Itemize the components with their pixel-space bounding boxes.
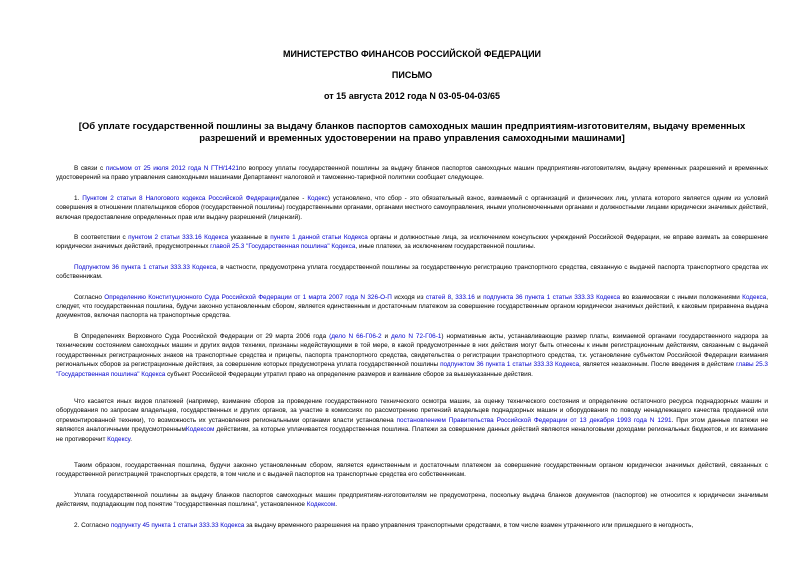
paragraph (56, 397, 768, 444)
document-link[interactable]: Кодекс (307, 194, 328, 202)
doc-type-heading: ПИСЬМО (391, 70, 433, 80)
paragraph-text: , в частности, предусмотрена уплата государственной пошлины за государственную регистрацию транспортного средства, связанную с выдачей паспорта транспортного средства их собственникам. (56, 263, 768, 281)
paragraph-text: указанные в (228, 234, 271, 242)
paragraph (56, 194, 768, 222)
paragraph (56, 263, 768, 282)
document-link[interactable]: главой 25.3 "Государственная пошлина" Кодекса (210, 243, 356, 251)
document-link[interactable]: Кодексом (185, 426, 215, 434)
document-link[interactable]: статей 8 (425, 293, 452, 301)
paragraph-text: 1. (74, 194, 83, 202)
document-link[interactable]: Кодекса (742, 293, 767, 301)
document-link[interactable]: дело N 72-Г06-1 (391, 332, 442, 340)
paragraph-text: В связи с (74, 165, 106, 172)
date-number-heading: от 15 августа 2012 года N 03-05-04-03/65 (324, 91, 500, 101)
paragraph (56, 491, 768, 510)
paragraph-text: по вопросу уплаты государственной пошлины за выдачу бланков паспортов самоходных машин предприятиям-изготовителям, выдачу временных разрешений и временных удостоверений на право управления самоходными машинами Департамент налоговой и таможенно-тарифной политики сообщает следующее. (56, 165, 768, 182)
paragraph-text: , является незаконным. После введения в действие (579, 361, 737, 369)
paragraph-text: во взаимосвязи с иными положениями (620, 293, 743, 301)
paragraph-text: исходя из (391, 293, 426, 301)
paragraph (56, 461, 768, 480)
paragraph-text: В Определениях Верховного Суда Российской Федерации от 29 марта 2006 года (74, 332, 330, 340)
document-link[interactable]: подпункту 45 пункта 1 статьи 333.33 Кодекса (110, 521, 245, 529)
paragraph-text: за выдачу временного разрешения на право управления транспортными средствами, в том числе взамен утраченного или пришедшего в негодность, (244, 521, 694, 529)
document-link[interactable]: постановлением Правительства Российской Федерации от 13 декабря 1993 года N 1291 (396, 416, 672, 424)
letter-page (56, 0, 768, 530)
paragraph-text: и (381, 332, 392, 340)
document-link[interactable]: подпунктом 36 пункта 1 статьи 333.33 Кодекса (440, 361, 580, 369)
paragraph-text: и (474, 293, 484, 301)
paragraph (56, 332, 768, 379)
paragraph-text: , (451, 293, 456, 301)
paragraph (56, 521, 768, 530)
document-link[interactable]: пунктом 2 статьи 333.16 Кодекса (128, 234, 229, 242)
paragraph-text: . При этом данные платежи не являются аналогичными предусмотренным (56, 416, 769, 434)
paragraph-text: . (130, 435, 132, 443)
paragraph-text: Таким образом, государственная пошлина, будучи законно установленным сбором, является единственным и достаточным платежом за совершение государственным органом юридически значимых действий, связанных с государственной регистрацией транспортных средств, в том числе и с выдачей паспортов на транспортные средства его собственникам. (56, 461, 768, 479)
paragraph (56, 164, 768, 183)
subject-heading: [Об уплате государственной пошлины за выдачу бланков паспортов самоходных машин предприятиям-изготовителям, выдачу временных разрешений и временных удостоверении на право управления самоходными машинами] (78, 121, 746, 144)
document-link[interactable]: Пунктом 2 статьи 8 Налогового кодекса Российской Федерации (82, 194, 280, 202)
paragraph-text: (далее - (279, 194, 308, 202)
document-link[interactable]: (дело N 66-Г06-2 (329, 332, 382, 340)
paragraph-text: . (335, 501, 338, 509)
document-link[interactable]: письмом от 25 июля 2012 года N ГТН/1421 (105, 165, 239, 172)
paragraph-text: Что касается иных видов платежей (например, взимание сборов за проведение государственного технического осмотра машин, за оценку технического состояния и определение остаточного ресурса поднадзорных машин и оборудования по запросам владельцев, государственных и других органов, за участие в комиссиях по рассмотрению претензий владельцев поднадзорных машин и оборудования по поводу ненадлежащего качества проданной или отремонтированной техники), то возможность их установления региональными органами власти установлена (56, 397, 768, 424)
paragraph (56, 233, 768, 252)
paragraph-text: , иные платежи, за исключением государственной пошлины. (355, 243, 536, 251)
document-link[interactable]: Кодексу (107, 435, 131, 443)
paragraph-text: ) нормативные акты, устанавливающие размер платы, взимаемой органами государственного надзора за техническим состоянием самоходных машин и других видов техники, признаны недействующими в той мере, в какой предусмотренные в них действия могут быть отнесены к иным регистрационным действиям, связанным с выдачей государственных регистрационных знаков на транспортные средства и прицепы, паспорта транспортного средства, свидетельства о регистрации транспортного средства, т.к. установление субъектом Российской Федерации взимания региональных сборов за регистрационные действия, за совершение которых предусмотрена уплата государственной пошлины (56, 332, 768, 369)
paragraph-text: 2. Согласно (74, 521, 111, 529)
paragraph-text: органы и должностные лица, за исключением консульских учреждений Российской Федерации, не вправе взимать за совершение юридически значимых действий, предусмотренных (56, 234, 769, 251)
document-link[interactable]: главы 25.3 "Государственная пошлина" Кодекса (56, 361, 768, 378)
paragraph-text: субъект Российской Федерации утратил право на определение размеров и взимание сборов за вышеуказанные действия. (165, 370, 533, 378)
paragraph-text: , следует, что государственная пошлина, будучи законно установленным сбором, является единственным и достаточным платежом за совершение государственным органом юридически значимых действий, к каковым приравнена выдача документов, включая паспорта на транспортные средства. (56, 293, 768, 320)
paragraph-text: В соответствии с (74, 234, 129, 242)
paragraph-text: действиям, за которые уплачивается государственная пошлина. Платежи за совершение данных действий являются неналоговыми доходами региональных бюджетов, и их взимание не противоречит (56, 426, 768, 443)
document-link[interactable]: Подпунктом 36 пункта 1 статьи 333.33 Кодекса (74, 263, 217, 271)
document-link[interactable]: Определению Конституционного Суда Российской Федерации от 1 марта 2007 года N 326-О-П (104, 293, 392, 301)
document-link[interactable]: Кодексом (306, 501, 336, 509)
document-link[interactable]: подпункта 36 пункта 1 статьи 333.33 Кодекса (483, 293, 621, 301)
paragraph (56, 293, 768, 321)
document-link[interactable]: 333.16 (455, 293, 475, 301)
paragraph-text: ) установлено, что сбор - это обязательный взнос, взимаемый с организаций и физических лиц, уплата которого является одним из условий совершения в отношении плательщиков сборов (государственной пошлины) государственными органами, органами местного самоуправления, иными уполномоченными органами и должностными лицами юридически значимых действий, включая предоставление определенных прав или выдачу разрешений (лицензий). (56, 194, 768, 221)
paragraph-text: Согласно (74, 293, 105, 301)
ministry-heading: МИНИСТЕРСТВО ФИНАНСОВ РОССИЙСКОЙ ФЕДЕРАЦИИ (282, 49, 542, 59)
document-link[interactable]: пункте 1 данной статьи Кодекса (270, 234, 368, 242)
paragraph-text: Уплата государственной пошлины за выдачу бланков паспортов самоходных машин предприятиям-изготовителям не предусмотрена, поскольку выдача бланков документов (паспортов) не относится к юридически значимым действиям, подпадающим под понятие "государственная пошлина", установленное (56, 491, 768, 509)
